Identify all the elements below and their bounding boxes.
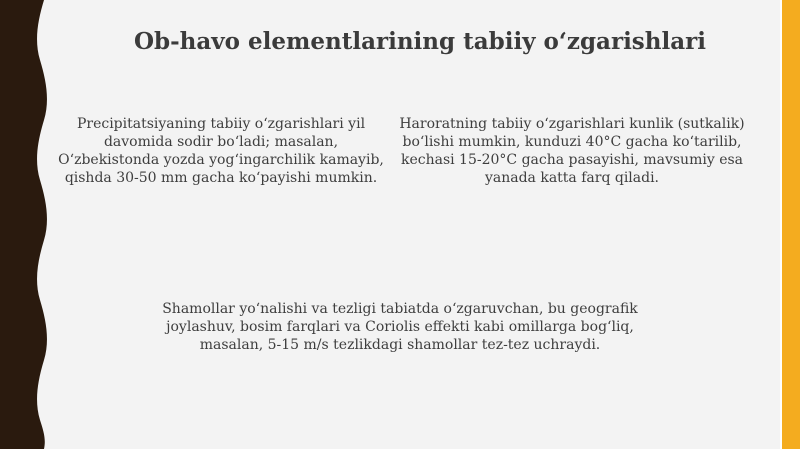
- paragraph-wind: Shamollar yoʻnalishi va tezligi tabiatda oʻzgaruvchan, bu geografik joylashuv, bosim farqlari va Coriolis effekti kabi omillarga bogʻliq, masalan, 5-15 m/s tezlikdagi shamollar tez-tez uchraydi.: [162, 301, 638, 353]
- decorative-wave-border: [0, 0, 60, 449]
- accent-bar: [782, 0, 800, 449]
- slide-title: Ob-havo elementlarining tabiiy oʻzgarishlari: [134, 28, 706, 55]
- paragraph-precipitation: Precipitatsiyaning tabiiy oʻzgarishlari yil davomida sodir boʻladi; masalan, Oʻzbekistonda yozda yogʻingarchilik kamayib, qishda 30-50 mm gacha koʻpayishi mumkin.: [58, 116, 384, 186]
- paragraph-temperature: Haroratning tabiiy oʻzgarishlari kunlik (sutkalik) boʻlishi mumkin, kunduzi 40°C gacha koʻtarilib, kechasi 15-20°C gacha pasayishi, mavsumiy esa yanada katta farq qiladi.: [399, 116, 745, 186]
